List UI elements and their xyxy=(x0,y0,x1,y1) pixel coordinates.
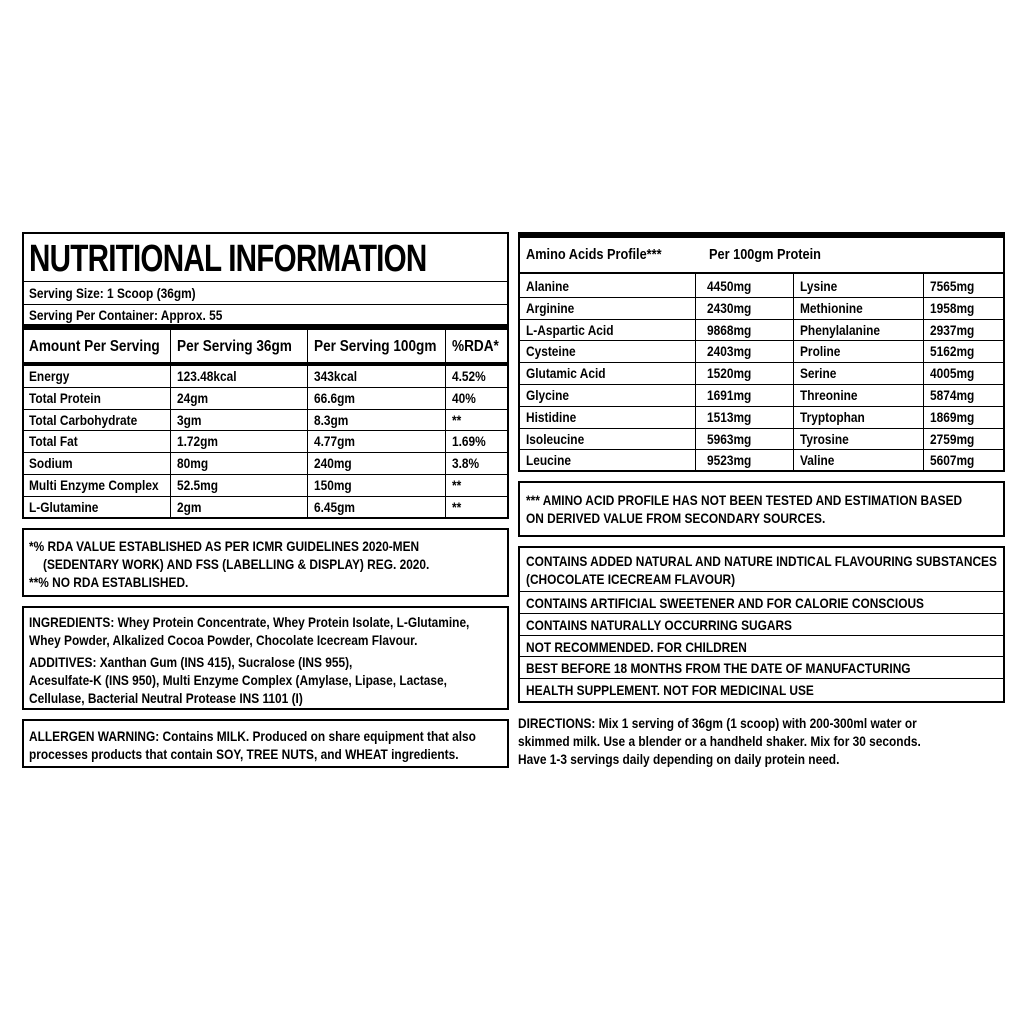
amino-name: Isoleucine xyxy=(526,430,585,447)
claim-line: (CHOCOLATE ICECREAM FLAVOUR) xyxy=(526,571,736,587)
amino-name: Glycine xyxy=(526,387,570,403)
amino-note-line: *** AMINO ACID PROFILE HAS NOT BEEN TESTED AND ESTIMATION BASED xyxy=(526,492,963,508)
value-36gm: 2gm xyxy=(177,498,202,515)
amino-value: 9868mg xyxy=(707,321,752,338)
serving-per-container: Serving Per Container: Approx. 55 xyxy=(29,307,223,323)
value-rda: ** xyxy=(452,477,462,493)
amino-name: Lysine xyxy=(800,278,838,294)
row-divider xyxy=(520,591,1003,592)
claims-box xyxy=(518,546,1005,703)
row-divider xyxy=(24,409,507,410)
row-divider xyxy=(24,452,507,453)
amino-name: Proline xyxy=(800,343,841,360)
amino-value: 2937mg xyxy=(930,321,975,338)
value-36gm: 24gm xyxy=(177,389,209,406)
row-divider xyxy=(520,449,1003,450)
ingredients-text: Whey Protein Concentrate, Whey Protein Isolate, L-Glutamine, xyxy=(114,614,470,630)
amino-value: 4450mg xyxy=(707,278,752,294)
divider xyxy=(520,272,1003,274)
amino-header-left: Amino Acids Profile*** xyxy=(526,246,662,263)
value-rda: 1.69% xyxy=(452,433,486,450)
nutrient-name: Total Fat xyxy=(29,433,78,450)
directions-line: skimmed milk. Use a blender or a handheld shaker. Mix for 30 seconds. xyxy=(518,733,921,749)
value-36gm: 1.72gm xyxy=(177,433,219,450)
ingredients-box xyxy=(22,606,509,710)
directions xyxy=(518,714,1005,774)
thick-divider xyxy=(24,362,507,366)
nutrient-name: Sodium xyxy=(29,455,73,472)
amino-header-right: Per 100gm Protein xyxy=(709,246,821,263)
amino-name: Alanine xyxy=(526,278,569,294)
col-divider xyxy=(793,274,794,470)
additives-line xyxy=(29,653,352,671)
allergen-line: processes products that contain SOY, TREE NUTS, and WHEAT ingredients. xyxy=(29,746,459,762)
additives-text: Xanthan Gum (INS 415), Sucralose (INS 955), xyxy=(96,654,353,670)
row-divider xyxy=(520,362,1003,363)
allergen-line xyxy=(29,727,476,745)
amino-value: 2759mg xyxy=(930,430,975,447)
allergen-label: ALLERGEN WARNING: xyxy=(29,728,160,744)
ingredients-label: INGREDIENTS: xyxy=(29,614,115,630)
amino-name: L-Aspartic Acid xyxy=(526,321,614,338)
additives-line: Acesulfate-K (INS 950), Multi Enzyme Complex (Amylase, Lipase, Lactase, xyxy=(29,672,447,688)
divider xyxy=(24,281,507,282)
value-100gm: 343kcal xyxy=(314,368,358,384)
claim-line: CONTAINS ARTIFICIAL SWEETENER AND FOR CALORIE CONSCIOUS xyxy=(526,595,924,611)
row-divider xyxy=(24,496,507,497)
amino-value: 2430mg xyxy=(707,299,752,316)
additives-label: ADDITIVES: xyxy=(29,654,97,670)
value-rda: 40% xyxy=(452,389,476,406)
row-divider xyxy=(520,297,1003,298)
header-36gm: Per Serving 36gm xyxy=(177,338,292,355)
value-100gm: 240mg xyxy=(314,455,352,472)
amino-note-line: ON DERIVED VALUE FROM SECONDARY SOURCES. xyxy=(526,510,826,526)
rda-note-box xyxy=(22,528,509,597)
nutrient-name: Multi Enzyme Complex xyxy=(29,477,159,493)
value-100gm: 66.6gm xyxy=(314,389,356,406)
amino-acid-table xyxy=(518,232,1005,472)
row-divider xyxy=(24,474,507,475)
directions-line: Have 1-3 servings daily depending on daily protein need. xyxy=(518,751,840,767)
row-divider xyxy=(520,613,1003,614)
amino-name: Leucine xyxy=(526,452,571,469)
amino-value: 5874mg xyxy=(930,387,975,403)
directions-label: DIRECTIONS: xyxy=(518,715,596,731)
directions-line xyxy=(518,714,917,732)
nutrient-name: Total Carbohydrate xyxy=(29,411,138,428)
amino-name: Methionine xyxy=(800,299,863,316)
divider xyxy=(24,304,507,305)
amino-value: 1958mg xyxy=(930,299,975,316)
claim-line: NOT RECOMMENDED. FOR CHILDREN xyxy=(526,638,747,655)
row-divider xyxy=(520,340,1003,341)
nutrient-name: Energy xyxy=(29,368,70,384)
col-divider xyxy=(445,330,446,517)
row-divider xyxy=(520,635,1003,636)
rda-note-line: *% RDA VALUE ESTABLISHED AS PER ICMR GUIDELINES 2020-MEN xyxy=(29,538,420,554)
amino-name: Threonine xyxy=(800,387,858,403)
additives-line: Cellulase, Bacterial Neutral Protease INS 1101 (I) xyxy=(29,690,303,706)
col-divider xyxy=(307,330,308,517)
row-divider xyxy=(24,430,507,431)
amino-name: Tyrosine xyxy=(800,430,849,447)
row-divider xyxy=(520,678,1003,679)
value-rda: 4.52% xyxy=(452,368,486,384)
amino-name: Glutamic Acid xyxy=(526,365,606,382)
value-rda: 3.8% xyxy=(452,455,480,472)
header-rda: %RDA* xyxy=(452,338,499,355)
ingredients-line xyxy=(29,613,469,631)
col-divider xyxy=(923,274,924,470)
value-36gm: 123.48kcal xyxy=(177,368,237,384)
header-100gm: Per Serving 100gm xyxy=(314,338,437,355)
claim-line: BEST BEFORE 18 MONTHS FROM THE DATE OF MANUFACTURING xyxy=(526,660,911,677)
row-divider xyxy=(520,406,1003,407)
nutrition-title: NUTRITIONAL INFORMATION xyxy=(29,238,427,280)
amino-name: Serine xyxy=(800,365,837,382)
amino-value: 7565mg xyxy=(930,278,975,294)
col-divider xyxy=(695,274,696,470)
amino-value: 1691mg xyxy=(707,387,752,403)
thick-divider xyxy=(24,324,507,330)
row-divider xyxy=(520,384,1003,385)
rda-note-line: (SEDENTARY WORK) AND FSS (LABELLING & DISPLAY) REG. 2020. xyxy=(43,556,430,572)
value-rda: ** xyxy=(452,498,462,515)
amino-name: Valine xyxy=(800,452,835,469)
amino-value: 1520mg xyxy=(707,365,752,382)
claim-line: HEALTH SUPPLEMENT. NOT FOR MEDICINAL USE xyxy=(526,682,814,699)
row-divider xyxy=(520,428,1003,429)
amino-name: Cysteine xyxy=(526,343,576,360)
amino-name: Histidine xyxy=(526,408,577,425)
serving-size: Serving Size: 1 Scoop (36gm) xyxy=(29,285,196,301)
value-100gm: 150mg xyxy=(314,477,352,493)
row-divider xyxy=(520,656,1003,657)
rda-note-line: **% NO RDA ESTABLISHED. xyxy=(29,574,189,590)
amino-name: Arginine xyxy=(526,299,575,316)
header-amount: Amount Per Serving xyxy=(29,338,160,355)
nutrient-name: Total Protein xyxy=(29,389,101,406)
nutrition-panel xyxy=(22,232,509,519)
row-divider xyxy=(520,319,1003,320)
claim-line: CONTAINS ADDED NATURAL AND NATURE INDTICAL FLAVOURING SUBSTANCES xyxy=(526,553,997,569)
nutrient-name: L-Glutamine xyxy=(29,498,99,515)
value-rda: ** xyxy=(452,411,462,428)
ingredients-line: Whey Powder, Alkalized Cocoa Powder, Chocolate Icecream Flavour. xyxy=(29,632,418,648)
allergen-box xyxy=(22,719,509,768)
amino-name: Tryptophan xyxy=(800,408,865,425)
amino-name: Phenylalanine xyxy=(800,321,881,338)
value-100gm: 8.3gm xyxy=(314,411,349,428)
value-36gm: 80mg xyxy=(177,455,209,472)
value-100gm: 4.77gm xyxy=(314,433,356,450)
amino-value: 4005mg xyxy=(930,365,975,382)
amino-value: 1513mg xyxy=(707,408,752,425)
amino-value: 2403mg xyxy=(707,343,752,360)
amino-note-box xyxy=(518,481,1005,537)
value-100gm: 6.45gm xyxy=(314,498,356,515)
value-36gm: 52.5mg xyxy=(177,477,219,493)
col-divider xyxy=(170,330,171,517)
allergen-text: Contains MILK. Produced on share equipment that also xyxy=(159,728,476,744)
row-divider xyxy=(24,387,507,388)
amino-value: 5963mg xyxy=(707,430,752,447)
amino-value: 5607mg xyxy=(930,452,975,469)
amino-value: 9523mg xyxy=(707,452,752,469)
claim-line: CONTAINS NATURALLY OCCURRING SUGARS xyxy=(526,616,792,633)
directions-text: Mix 1 serving of 36gm (1 scoop) with 200-300ml water or xyxy=(595,715,917,731)
amino-value: 1869mg xyxy=(930,408,975,425)
value-36gm: 3gm xyxy=(177,411,202,428)
amino-value: 5162mg xyxy=(930,343,975,360)
